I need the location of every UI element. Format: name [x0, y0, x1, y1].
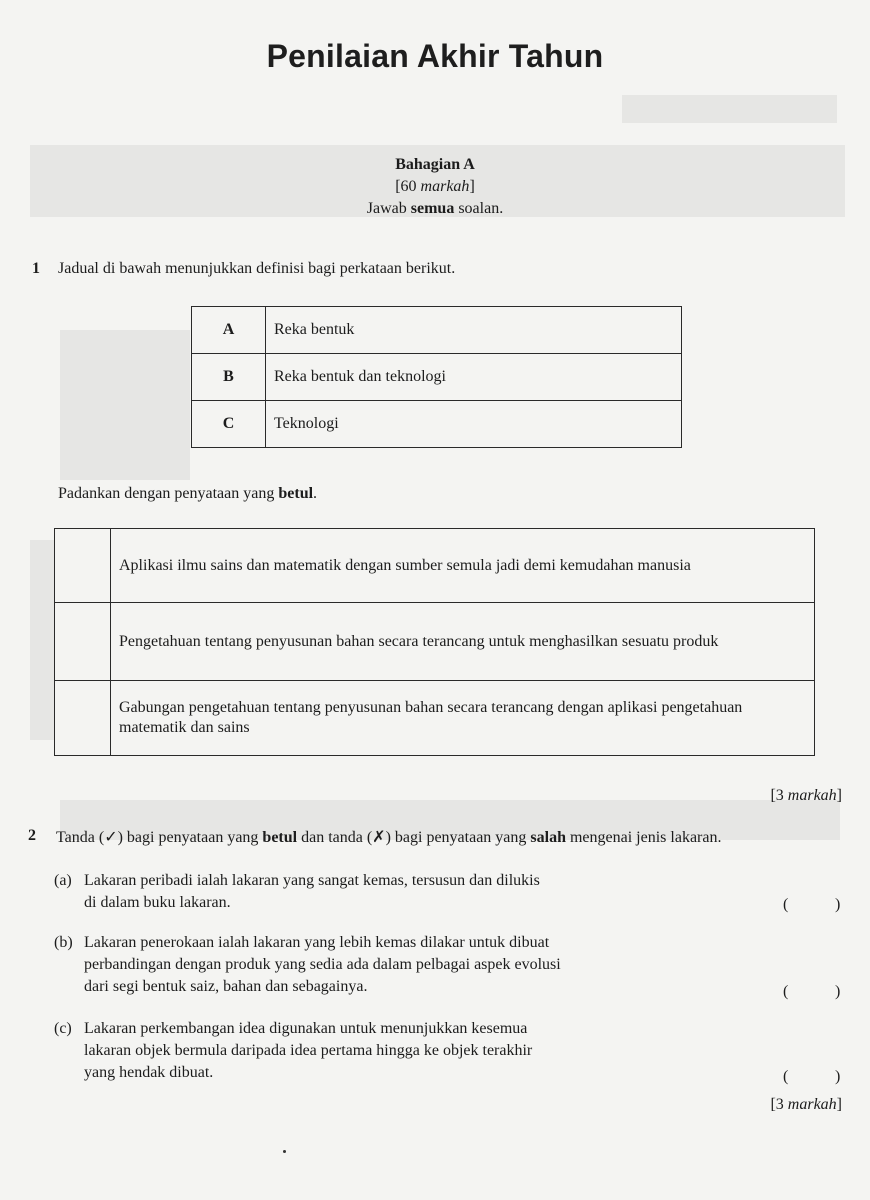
term-key: A: [192, 307, 266, 354]
statement-text: Aplikasi ilmu sains dan matematik dengan sumber semula jadi demi kemudahan manusia: [111, 529, 815, 603]
statement-label: (b): [54, 934, 73, 951]
statement-label: (c): [54, 1020, 72, 1037]
section-name: Bahagian A: [395, 156, 475, 173]
statement-text: Pengetahuan tentang penyusunan bahan secara terancang untuk menghasilkan sesuatu produk: [111, 603, 815, 681]
table-row: [192, 307, 682, 354]
answer-box[interactable]: [55, 603, 111, 681]
answer-box[interactable]: [55, 681, 111, 756]
statement-label: (a): [54, 872, 72, 889]
page-title: Penilaian Akhir Tahun: [266, 38, 604, 74]
statement-text: Lakaran penerokaan ialah lakaran yang lebih kemas dilakar untuk dibuat perbandingan dengan produk yang sedia ada dalam pelbagai aspek evolusi dari segi bentuk saiz, bahan dan sebagainya.: [84, 934, 561, 995]
table-row: [192, 401, 682, 448]
cross-mark-icon: ✗: [372, 829, 386, 846]
stray-dot: [283, 1150, 286, 1153]
section-instruction: Jawab semua soalan.: [366, 200, 504, 217]
table-row: [55, 529, 815, 603]
table-row: [55, 681, 815, 756]
statement-text: Lakaran peribadi ialah lakaran yang sangat kemas, tersusun dan dilukis di dalam buku lakaran.: [84, 872, 540, 911]
check-mark-icon: ✓: [104, 829, 118, 846]
table-row: [192, 354, 682, 401]
statement-text: Lakaran perkembangan idea digunakan untuk menunjukkan kesemua lakaran objek bermula daripada idea pertama hingga ke objek terakhir yang hendak dibuat.: [84, 1020, 533, 1081]
question-1-text: Jadual di bawah menunjukkan definisi bagi perkataan berikut.: [58, 260, 456, 277]
term-value: Teknologi: [266, 401, 682, 448]
exam-page: Penilaian Akhir Tahun Bahagian A [60 markah] Jawab semua soalan. 1 Jadual di bawah menunjukkan definisi bagi perkataan berikut. A Reka bentuk B Reka bentuk dan teknologi C Teknologi Padankan dengan penyataan yang betul. Aplikasi ilmu sains dan matematik dengan sumber semula jadi demi kemudahan manusia Pengetahuan tentang penyusunan bahan secara terancang untuk menghasilkan sesuatu produk Gabungan pengetahuan tentang penyusunan bahan secara terancang dengan aplikasi pengetahuan matematik dan sains [3 markah] 2 Tanda (✓) bagi penyataan yang betul dan tanda (✗) bagi penyataan yang salah mengenai jenis lakaran. (a) Lakaran peribadi ialah lakaran yang sangat kemas, tersusun dan dilukis di dalam buku lakaran. ( ) (b) Lakaran penerokaan ialah lakaran yang lebih kemas dilakar untuk dibuat perbandingan dengan produk yang sedia ada dalam pelbagai aspek evolusi dari segi bentuk saiz, bahan dan sebagainya. ( ) (c) Lakaran perkembangan idea digunakan untuk menunjukkan kesemua lakaran objek bermula daripada idea pertama hingga ke objek terakhir yang hendak dibuat. ( ) [3 markah]: [0, 0, 870, 1200]
question-2-text: Tanda (✓) bagi penyataan yang betul dan tanda (✗) bagi penyataan yang salah mengenai jenis lakaran.: [56, 829, 722, 846]
table-row: [55, 603, 815, 681]
bleed-through-band: [30, 540, 54, 740]
statement-text: Gabungan pengetahuan tentang penyusunan bahan secara terancang dengan aplikasi pengetahuan matematik dan sains: [111, 681, 815, 756]
bleed-through-band: [60, 330, 190, 480]
matching-instruction: Padankan dengan penyataan yang betul.: [58, 485, 318, 502]
section-header: [0, 154, 870, 220]
question-2-marks: [3 markah]: [770, 1096, 842, 1113]
term-value: Reka bentuk: [266, 307, 682, 354]
term-key: B: [192, 354, 266, 401]
term-value: Reka bentuk dan teknologi: [266, 354, 682, 401]
answer-box[interactable]: [55, 529, 111, 603]
question-2-number: 2: [28, 827, 36, 844]
matching-table: [54, 528, 815, 756]
question-1-marks: [3 markah]: [770, 787, 842, 804]
term-key: C: [192, 401, 266, 448]
definition-table: [191, 306, 682, 448]
section-marks: [60 markah]: [395, 178, 475, 195]
bleed-through-band: [622, 95, 837, 123]
question-1-number: 1: [32, 260, 40, 277]
